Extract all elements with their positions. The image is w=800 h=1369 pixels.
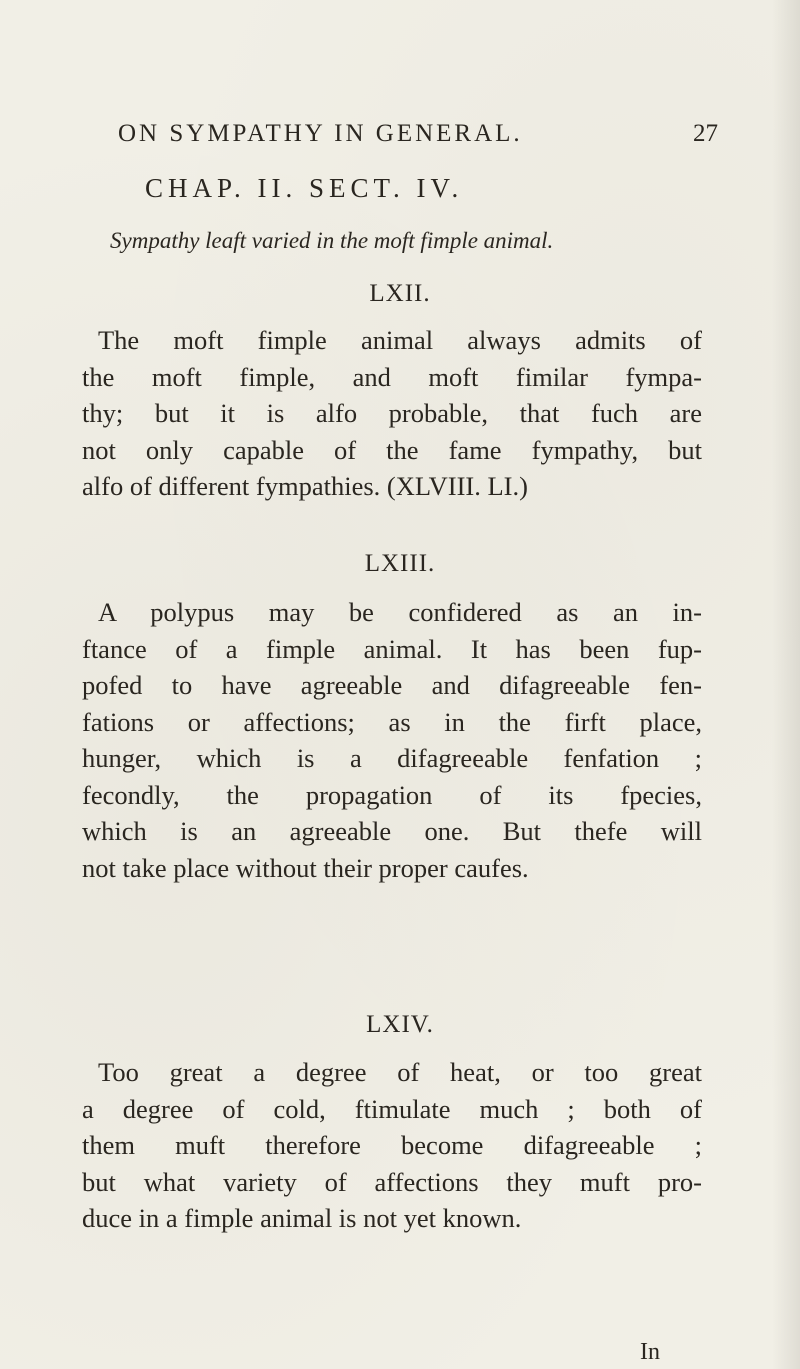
- catchword: In: [640, 1339, 660, 1365]
- running-head: [118, 120, 718, 148]
- text-line: duce in a fimple animal is not yet known.: [82, 1203, 522, 1233]
- paragraph: [82, 1054, 702, 1237]
- page-edge-shadow: [772, 0, 800, 1369]
- text-line: the moft fimple, and moft fimilar fympa-: [82, 361, 702, 392]
- text-line: not take place without their proper caufes.: [82, 852, 529, 883]
- text-line: fations or affections; as in the firft place,: [82, 706, 702, 737]
- text-line: which is an agreeable one. But thefe will: [82, 816, 702, 846]
- text-line: A polypus may be confidered as an in-: [98, 597, 702, 627]
- chapter-heading: CHAP. II. SECT. IV.: [145, 173, 464, 203]
- text-line: but what variety of affections they muft pro-: [82, 1166, 702, 1197]
- text-line: hunger, which is a difagreeable fenfation ;: [82, 743, 702, 773]
- text-line: pofed to have agreeable and difagreeable fen-: [82, 670, 702, 700]
- text-line: fecondly, the propagation of its fpecies,: [82, 779, 702, 810]
- section-subtitle: Sympathy leaft varied in the moft fimple animal.: [110, 228, 554, 253]
- page-number: 27: [693, 120, 718, 147]
- text-line: not only capable of the fame fympathy, but: [82, 434, 702, 465]
- text-line: ftance of a fimple animal. It has been fup-: [82, 633, 702, 664]
- text-line: Too great a degree of heat, or too great: [98, 1057, 702, 1087]
- paragraph: [82, 594, 702, 886]
- running-head-title: ON SYMPATHY IN GENERAL.: [118, 120, 523, 147]
- text-line: a degree of cold, ftimulate much ; both of: [82, 1093, 702, 1124]
- text-line: alfo of different fympathies. (XLVIII. LI.): [82, 471, 528, 501]
- text-line: The moft fimple animal always admits of: [98, 325, 702, 355]
- section-number: LXIV.: [366, 1011, 434, 1038]
- section-number: LXII.: [369, 280, 431, 307]
- text-line: thy; but it is alfo probable, that fuch are: [82, 398, 702, 428]
- section-number: LXIII.: [364, 550, 436, 577]
- paragraph: [82, 322, 702, 505]
- text-line: them muft therefore become difagreeable ;: [82, 1130, 702, 1160]
